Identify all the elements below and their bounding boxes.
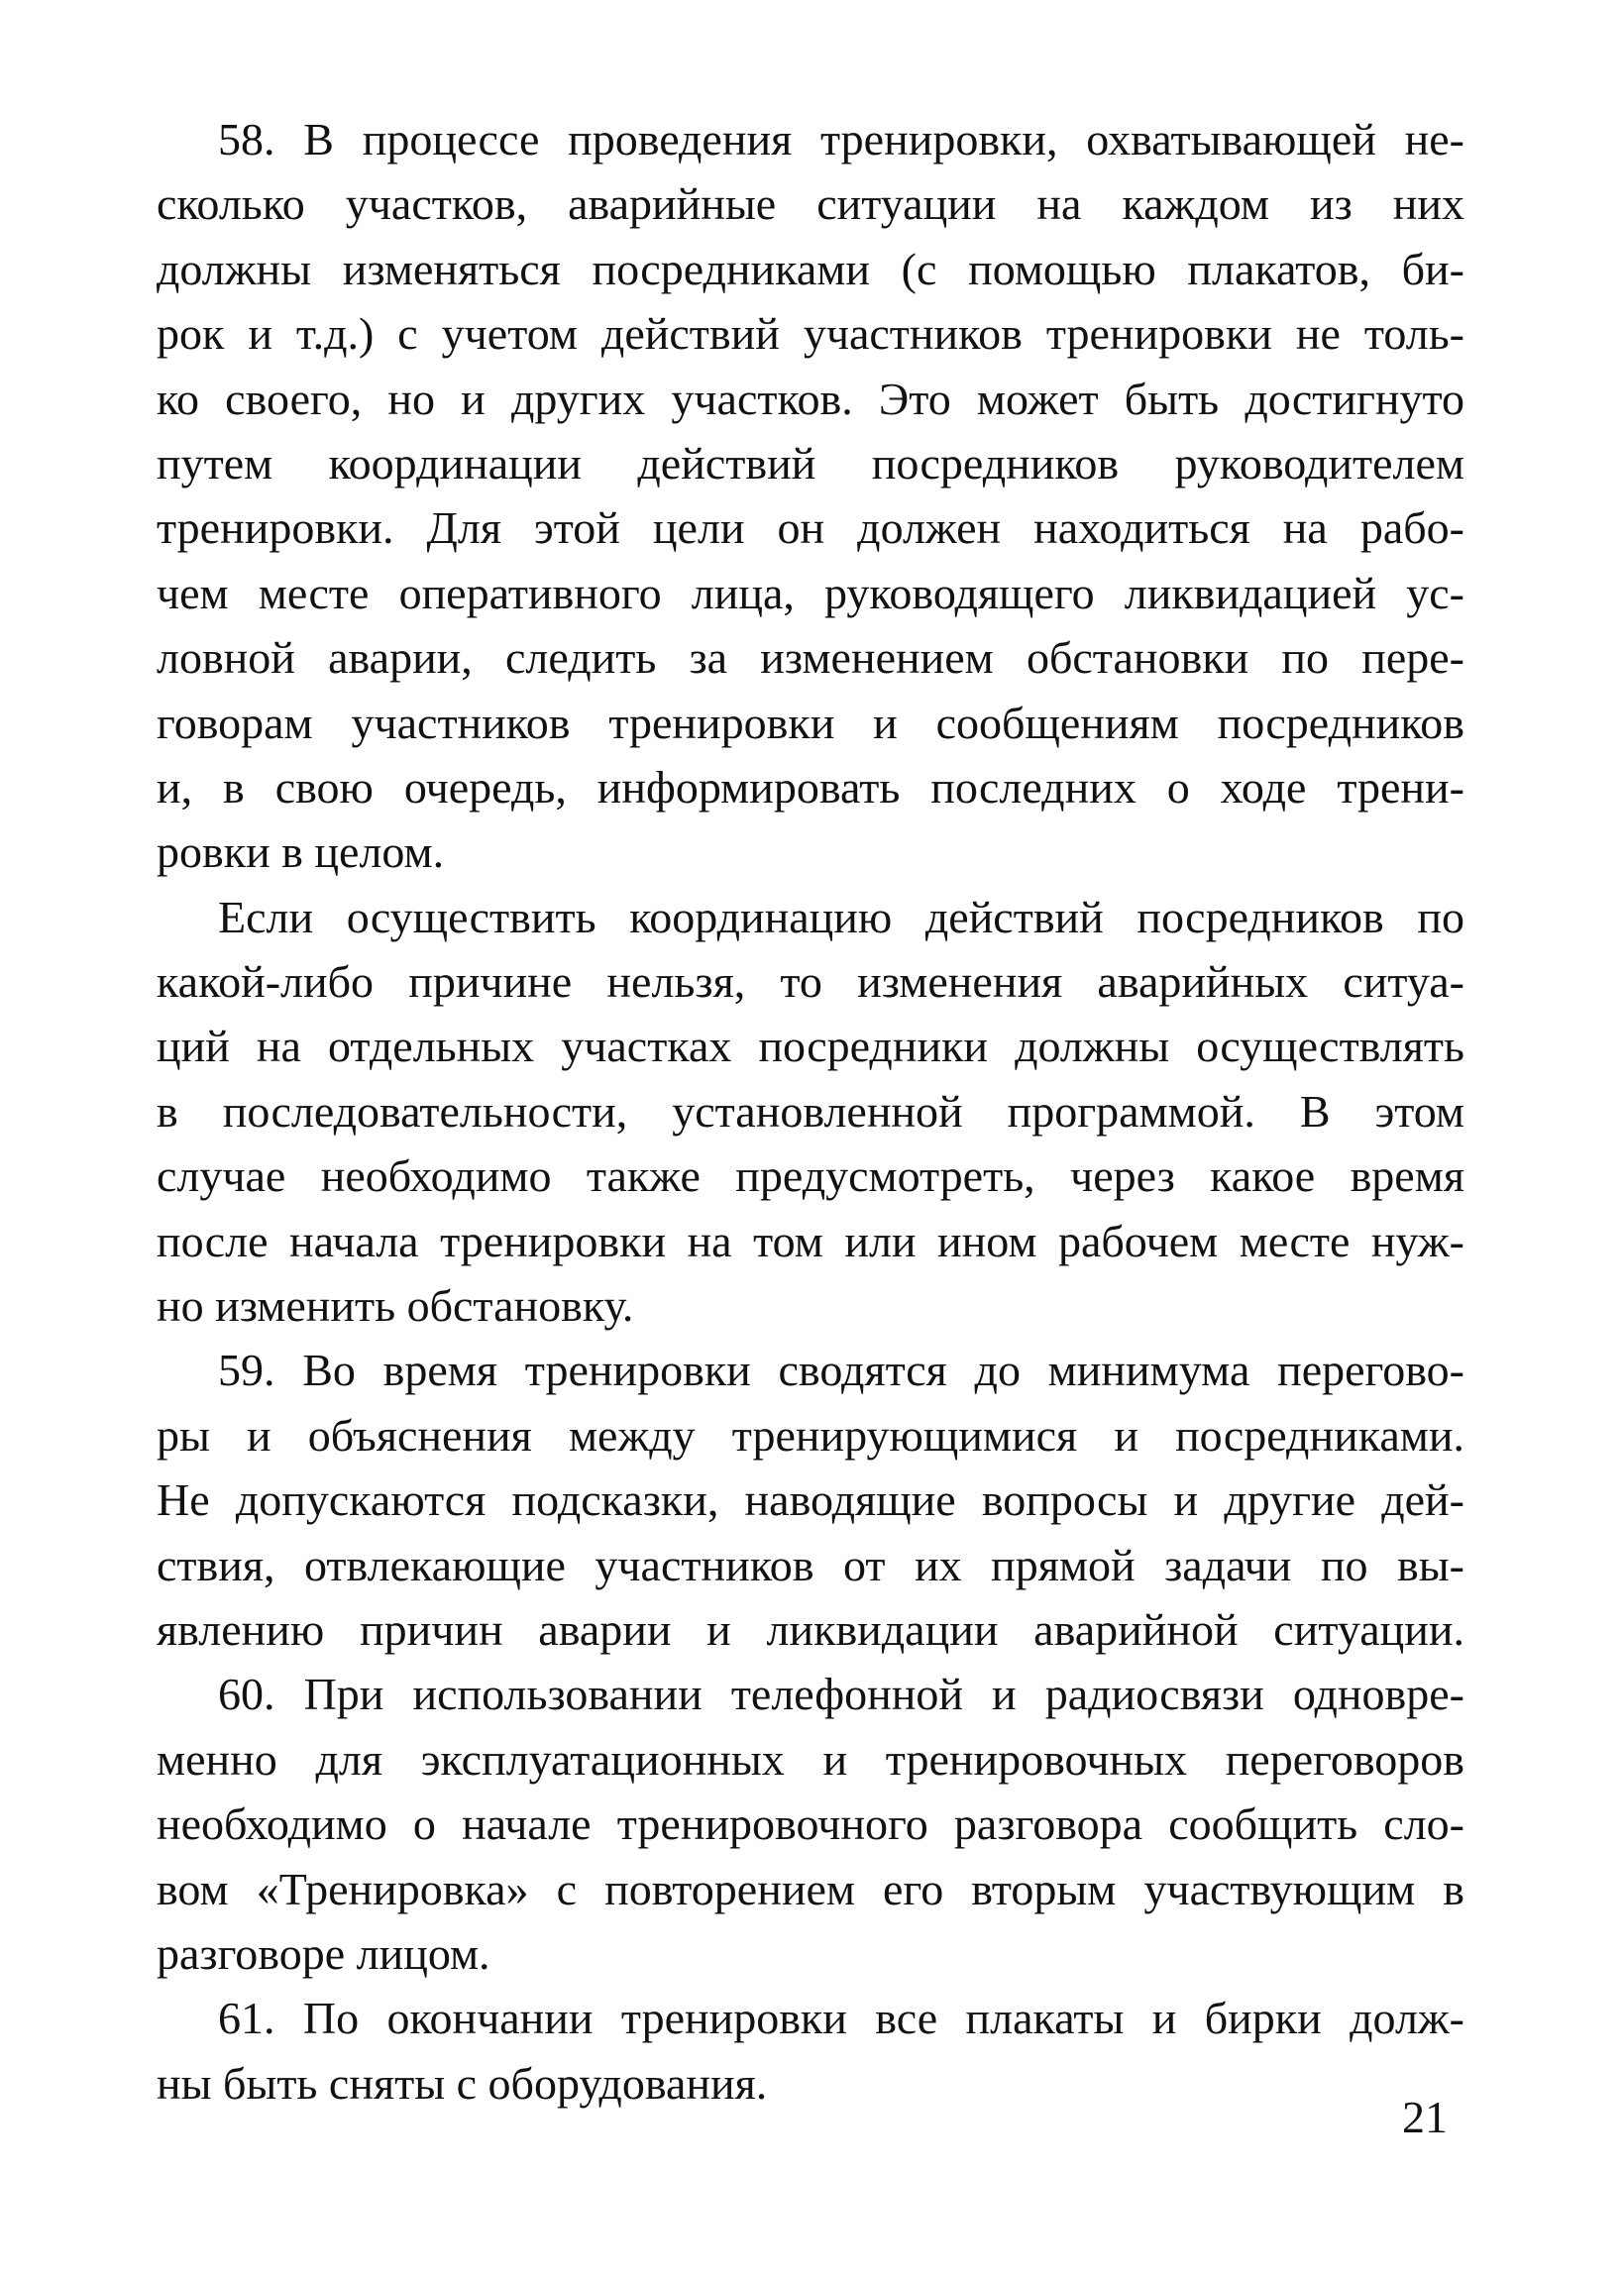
- text-line: разговоре лицом.: [157, 1927, 490, 1979]
- text-line: 61. По окончании тренировки все плакаты и бирки долж-: [218, 1993, 1464, 2044]
- text-line: в последовательности, установленной программой. В этом: [157, 1085, 1464, 1137]
- text-line: ко своего, но и других участков. Это может быть достигнуто: [157, 373, 1464, 424]
- page-body: [157, 107, 1464, 2116]
- paragraph-61: [157, 1986, 1464, 2116]
- text-line: сколько участков, аварийные ситуации на каждом из них: [157, 178, 1464, 230]
- text-line: Не допускаются подсказки, наводящие вопросы и другие дей-: [157, 1474, 1464, 1526]
- text-line: 59. Во время тренировки сводятся до минимума перегово-: [218, 1345, 1464, 1396]
- paragraph-59: [157, 1338, 1464, 1662]
- text-line: и, в свою очередь, информировать последних о ходе трени-: [157, 761, 1464, 813]
- text-line: должны изменяться посредниками (с помощью плакатов, би-: [157, 243, 1464, 294]
- text-line: ций на отдельных участках посредники должны осуществлять: [157, 1021, 1464, 1072]
- text-line: ловной аварии, следить за изменением обстановки по пере-: [157, 632, 1464, 684]
- text-line: говорам участников тренировки и сообщениям посредников: [157, 697, 1464, 748]
- text-line: случае необходимо также предусмотреть, через какое время: [157, 1150, 1464, 1202]
- text-line: вом «Тренировка» с повторением его вторым участвующим в: [157, 1863, 1464, 1914]
- text-line: тренировки. Для этой цели он должен находиться на рабо-: [157, 502, 1464, 554]
- paragraph-58: [157, 107, 1464, 885]
- page-number: 21: [1402, 2092, 1448, 2142]
- text-line: 60. При использовании телефонной и радиосвязи одновре-: [218, 1669, 1464, 1720]
- text-line: ствия, отвлекающие участников от их прямой задачи по вы-: [157, 1539, 1464, 1590]
- text-line: после начала тренировки на том или ином рабочем месте нуж-: [157, 1215, 1464, 1266]
- text-line: ровки в целом.: [157, 826, 445, 878]
- text-line: но изменить обстановку.: [157, 1280, 634, 1332]
- text-line: ны быть сняты с оборудования.: [157, 2057, 768, 2109]
- text-line: чем месте оперативного лица, руководящего ликвидацией ус-: [157, 567, 1464, 618]
- text-line: менно для эксплуатационных и тренировочных переговоров: [157, 1733, 1464, 1785]
- text-line: какой-либо причине нельзя, то изменения аварийных ситуа-: [157, 956, 1464, 1008]
- text-line: Если осуществить координацию действий посредников по: [218, 891, 1464, 942]
- text-line: рок и т.д.) с учетом действий участников тренировки не толь-: [157, 308, 1464, 360]
- paragraph-58-continued: [157, 885, 1464, 1339]
- text-line: ры и объяснения между тренирующимися и посредниками.: [157, 1409, 1464, 1461]
- text-line: 58. В процессе проведения тренировки, охватывающей не-: [218, 114, 1464, 164]
- paragraph-60: [157, 1662, 1464, 1986]
- text-line: путем координации действий посредников руководителем: [157, 437, 1464, 489]
- text-line: необходимо о начале тренировочного разговора сообщить сло-: [157, 1798, 1464, 1850]
- text-line: явлению причин аварии и ликвидации аварийной ситуации.: [157, 1603, 1464, 1655]
